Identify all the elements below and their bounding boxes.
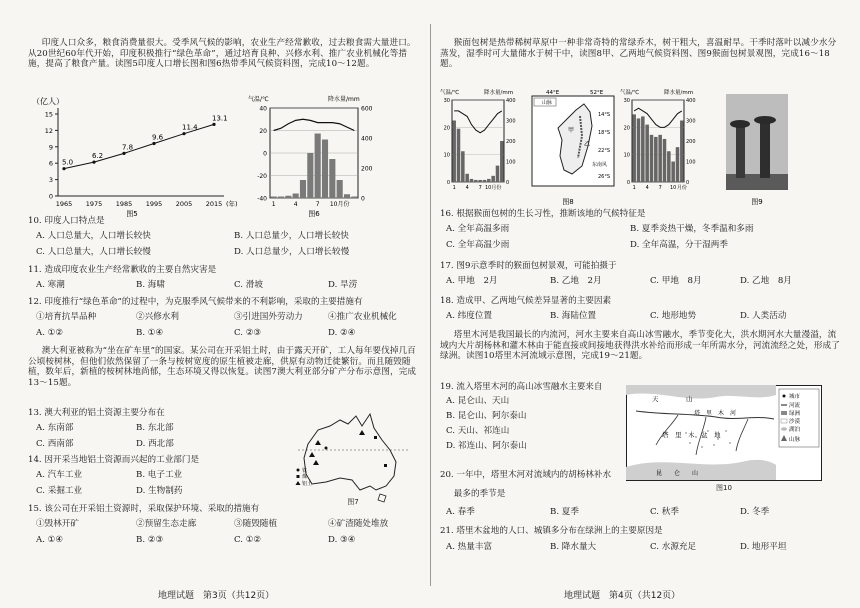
data-point	[62, 167, 65, 170]
option-d[interactable]: D. 乙地 8月	[740, 276, 792, 286]
column-divider	[430, 24, 431, 586]
precipitation-bar	[645, 125, 649, 182]
question-14	[28, 455, 288, 496]
latitude-26-label: 26°S	[598, 174, 611, 180]
data-label: 7.8	[122, 143, 134, 152]
data-point	[212, 123, 215, 126]
legend-oasis: 绿洲	[789, 411, 801, 417]
data-point	[152, 142, 155, 145]
y-right-tick-label: 100	[506, 159, 516, 166]
y-right-tick-label: 300	[686, 118, 696, 125]
x-tick-label: 2015	[205, 200, 223, 208]
legend-desert: 沙漠	[789, 419, 801, 425]
x-tick-label: 10月份	[329, 201, 350, 208]
data-label: 9.6	[152, 133, 164, 142]
option-a[interactable]: A. 纬度位置	[446, 311, 493, 321]
option-d[interactable]: D. 人口总量少，人口增长较慢	[234, 247, 350, 257]
precipitation-bar	[465, 174, 469, 182]
precipitation-bar	[487, 179, 491, 182]
y-left-tick-label: 20	[443, 125, 450, 132]
y-unit-label: （亿人）	[32, 97, 64, 106]
y-left-title: 气温/℃	[440, 90, 460, 96]
question-19	[440, 382, 630, 451]
desert-legend-icon	[781, 419, 787, 423]
option-c[interactable]: C. 秋季	[650, 507, 679, 517]
option-d[interactable]: D. 生物制药	[136, 486, 183, 496]
y-left-tick-label: 10	[443, 152, 450, 159]
y-right-tick-label: 400	[361, 135, 373, 143]
precipitation-bar	[278, 197, 284, 199]
longitude-52-label: 52°E	[590, 90, 604, 96]
monsoon-climate-chart	[248, 92, 388, 220]
y-tick-label: 0	[48, 192, 53, 201]
y-left-tick-label: -20	[257, 173, 267, 180]
coal-marker	[384, 464, 387, 467]
x-unit-label: (年)	[226, 200, 238, 208]
precipitation-bar	[676, 147, 680, 182]
left-page	[28, 0, 420, 608]
x-tick-label: 1975	[85, 200, 103, 208]
precipitation-bar	[500, 141, 504, 182]
x-tick-label: 1965	[55, 200, 73, 208]
australia-map	[290, 406, 416, 506]
lake-legend-icon	[781, 427, 787, 431]
figure-5-caption: 图5	[126, 210, 138, 218]
option-d[interactable]: D. 人类活动	[740, 311, 787, 321]
question-20	[440, 470, 630, 499]
x-tick-label: 7	[478, 185, 482, 191]
option-a[interactable]: A. 热量丰富	[446, 542, 493, 552]
y-right-tick-label: 400	[506, 98, 516, 104]
precipitation-bar	[452, 121, 456, 183]
option-c[interactable]: C. 采掘工业	[36, 486, 83, 496]
precipitation-bar	[271, 197, 277, 199]
question-15	[28, 504, 420, 545]
y-right-tick-label: 300	[506, 118, 516, 125]
question-stem: 12. 印度推行“绿色革命”的过程中，为克服季风气候带来的不利影响，采取的主要措施有	[28, 297, 363, 307]
y-right-tick-label: 200	[686, 139, 696, 145]
option-c[interactable]: C. ②③	[234, 328, 262, 338]
question-11	[28, 265, 420, 290]
option-b[interactable]: B. ②③	[136, 535, 164, 545]
y-left-tick-label: 0	[446, 180, 450, 186]
figure-9-caption: 图9	[751, 198, 763, 206]
precipitation-bar	[491, 176, 495, 182]
y-right-tick-label: 100	[686, 159, 696, 166]
precipitation-bar	[457, 129, 461, 182]
longitude-44-label: 44°E	[546, 90, 560, 96]
option-d[interactable]: D. 地形平坦	[740, 542, 787, 552]
precipitation-bar	[658, 135, 662, 182]
precipitation-bar	[663, 139, 667, 182]
choice-2: ②兴修水利	[136, 312, 179, 322]
option-b[interactable]: B. 人口总量少，人口增长较快	[234, 231, 349, 241]
y-left-tick-label: 20	[259, 128, 267, 135]
choice-2: ②预留生态走廊	[136, 519, 197, 529]
option-a[interactable]: A. 东南部	[36, 423, 74, 433]
option-d[interactable]: D. 全年高温，分干湿两季	[630, 240, 728, 250]
iron-marker	[325, 447, 328, 450]
precipitation-bar	[337, 180, 343, 198]
map-legend	[779, 389, 819, 447]
question-21	[440, 526, 840, 552]
x-tick-label: 2005	[175, 200, 193, 208]
bauxite-markers	[309, 430, 365, 465]
madagascar-climate-figure	[440, 86, 840, 208]
question-stem: 16. 根据猴面包树的生长习性，推断该地的气候特征是	[440, 209, 646, 219]
option-c[interactable]: C. 西南部	[36, 439, 74, 449]
y-right-tick-label: 0	[686, 180, 690, 186]
data-point	[122, 152, 125, 155]
option-c[interactable]: C. ①②	[234, 535, 262, 545]
label-yi: 乙	[584, 141, 591, 148]
y-right-tick-label: 0	[361, 195, 365, 203]
y-right-tick-label: 0	[506, 180, 510, 186]
baobab-trunk	[760, 122, 770, 178]
option-a[interactable]: A. 汽车工业	[36, 470, 83, 480]
question-stem: 13. 澳大利亚的铝土资源主要分布在	[28, 408, 165, 418]
question-13	[28, 408, 288, 449]
label-tarim-river: 塔 里 木 河	[694, 410, 737, 417]
y-tick-label: 9	[48, 143, 53, 152]
precipitation-bar	[293, 194, 299, 199]
page-footer: 地理试题 第3页（共12页）	[158, 590, 275, 601]
figure-7	[290, 406, 416, 506]
option-a[interactable]: A. 寒潮	[36, 280, 65, 290]
temperature-line	[454, 111, 502, 133]
option-b[interactable]: B. 东北部	[136, 423, 174, 433]
data-point	[182, 132, 185, 135]
question-stem: 10. 印度人口特点是	[28, 216, 105, 226]
bauxite-marker	[315, 440, 321, 445]
legend-river: 河流	[789, 403, 801, 409]
option-a[interactable]: A. ①④	[36, 535, 64, 545]
choice-1: ①培育抗旱品种	[36, 312, 97, 322]
coal-legend-icon	[297, 475, 300, 478]
option-d[interactable]: D. 旱涝	[328, 280, 358, 290]
oasis-legend-icon	[781, 411, 787, 415]
option-c[interactable]: C. 甲地 8月	[650, 276, 702, 286]
passage-baobab: 猴面包树是热带稀树草原中一种非常奇特的常绿乔木，树干粗大，喜温耐旱。干季时落叶以减少水分蒸发，湿季时可大量储水于树干中，读图8甲、乙两地气候资料图、图9猴面包树景观图，完成16～18题。	[440, 38, 837, 70]
baobab-crown	[730, 120, 750, 128]
bauxite-marker	[313, 460, 319, 465]
option-c[interactable]: C. 水源充足	[650, 542, 697, 552]
option-b[interactable]: B. 海陆位置	[550, 311, 597, 321]
precipitation-bar	[300, 180, 306, 198]
precipitation-bar	[322, 140, 328, 199]
y-left-tick-label: 20	[623, 125, 630, 132]
mountain-legend-label: 山脉	[542, 100, 553, 106]
passage-tarim: 塔里木河是我国最长的内流河，河水主要来自高山冰雪融水，季节变化大，洪水期河水大量漫溢，流域内大片胡杨林和灌木林由于能直接或间接地获得洪水补给而形成一年所需水分，河流流经之处，形成了绿洲。读图10塔里木河流域示意图，完成19～21题。	[440, 330, 840, 362]
figure-10-caption: 图10	[716, 484, 732, 492]
option-a[interactable]: A. 春季	[446, 507, 475, 517]
choice-4: ④推广农业机械化	[328, 312, 397, 322]
baobab-trunk	[736, 126, 745, 178]
precipitation-bar	[478, 180, 482, 182]
precipitation-bar	[641, 116, 645, 182]
legend-lake: 湖泊	[789, 427, 801, 433]
precipitation-bar	[483, 180, 487, 182]
question-stem: 18. 造成甲、乙两地气候差异显著的主要因素	[440, 296, 612, 306]
bauxite-marker	[359, 430, 365, 435]
question-17	[440, 261, 840, 286]
legend-coal: 煤	[302, 474, 308, 480]
population-line-chart	[32, 92, 242, 220]
option-b[interactable]: B. 乙地 2月	[550, 276, 602, 286]
option-a[interactable]: A. 昆仑山、天山	[446, 396, 510, 406]
option-c[interactable]: C. 全年高温少雨	[446, 240, 510, 250]
precipitation-bar	[474, 180, 478, 182]
temperature-line	[274, 119, 355, 130]
precipitation-bar	[671, 162, 675, 183]
precipitation-bar	[680, 121, 684, 183]
question-10	[28, 216, 420, 257]
y-left-tick-label: 0	[263, 150, 267, 158]
passage-australia: 澳大利亚被称为“坐在矿车里”的国家。某公司在开采铝土时，由于露天开矿，工人每年要伐掉几百公顷桉树林，但他们依然保留了一条与桉树宽度的原生植被走廊，供原有动物迁徙繁衍。而且随毁随植，数年后，新植的桉树林地尚郁，生态环境又得以恢复。读图7澳大利亚部分矿产分布示意图，完成13～15题。	[28, 346, 417, 389]
legend-city: 城市	[789, 394, 801, 400]
label-jia: 甲	[568, 127, 575, 134]
x-tick-label: 1	[271, 201, 276, 208]
label-tian: 天	[652, 395, 659, 403]
precipitation-bar	[632, 114, 636, 182]
x-tick-label: 1985	[115, 200, 133, 208]
x-tick-label: 7	[658, 185, 662, 191]
option-b[interactable]: B. 降水量大	[550, 542, 597, 552]
y-right-title: 降水量/mm	[664, 90, 694, 96]
x-tick-label: 10	[669, 185, 677, 191]
precipitation-bar	[650, 135, 654, 182]
data-label: 13.1	[212, 114, 228, 123]
precipitation-bar	[654, 137, 658, 182]
option-d[interactable]: D. 西北部	[136, 439, 174, 449]
precipitation-bar	[470, 179, 474, 182]
precipitation-bar	[315, 134, 321, 199]
x-tick-label: 10月份	[484, 185, 502, 191]
precipitation-bar	[351, 197, 357, 199]
bauxite-marker	[309, 452, 315, 457]
figure-5	[32, 92, 242, 220]
y-tick-label: 15	[44, 110, 53, 119]
choice-3: ③随毁随植	[234, 519, 277, 529]
question-stem-cont: 最多的季节是	[453, 488, 506, 499]
option-d[interactable]: D. ③④	[328, 535, 356, 545]
right-page	[440, 0, 840, 608]
y-right-tick-label: 200	[506, 139, 516, 145]
x-tick-label: 月份	[676, 185, 687, 191]
y-left-tick-label: 40	[259, 105, 267, 113]
bauxite-legend-icon	[296, 481, 301, 485]
label-tarim-basin: 塔 里 木 盆 地	[662, 431, 721, 439]
x-tick-label: 4	[645, 185, 649, 191]
x-tick-label: 4	[293, 201, 298, 208]
precipitation-bar	[329, 159, 335, 198]
precipitation-bar	[667, 151, 671, 182]
y-left-tick-label: -40	[257, 195, 267, 203]
data-label: 5.0	[62, 158, 74, 167]
option-c[interactable]: C. 地形地势	[650, 311, 697, 321]
question-12	[28, 297, 420, 338]
data-label: 11.4	[182, 123, 198, 132]
figure-6	[248, 92, 388, 220]
option-b[interactable]: B. ①④	[136, 328, 164, 338]
label-kunlun: 昆 仑 山	[656, 470, 699, 477]
option-b[interactable]: B. 夏季	[550, 507, 579, 517]
option-c[interactable]: C. 滑坡	[234, 280, 263, 290]
precipitation-bar	[496, 166, 500, 182]
city-legend-icon	[783, 395, 786, 398]
latitude-18-label: 18°S	[598, 130, 611, 136]
y-left-tick-label: 10	[623, 152, 630, 159]
legend-bauxite: 铝土	[302, 481, 313, 487]
wind-label: 东南风	[592, 162, 608, 168]
option-d[interactable]: D. ②④	[328, 328, 356, 338]
question-18	[440, 296, 840, 321]
option-a[interactable]: A. 甲地 2月	[446, 276, 498, 286]
data-point	[92, 161, 95, 164]
x-tick-label: 1995	[145, 200, 163, 208]
tarim-basin-map	[626, 385, 822, 481]
option-a[interactable]: A. ①②	[36, 328, 64, 338]
y-left-title: 气温/℃	[620, 90, 640, 96]
question-stem: 14. 因开采当地铝土资源而兴起的工业部门是	[28, 455, 200, 465]
option-d[interactable]: D. 祁连山、阿尔泰山	[446, 441, 527, 451]
y-right-tick-label: 400	[686, 98, 696, 104]
latitude-14-label: 14°S	[598, 112, 611, 118]
baobab-crown	[754, 116, 776, 124]
y-tick-label: 12	[44, 126, 53, 135]
precipitation-bar	[307, 153, 313, 198]
question-stem: 19. 流入塔里木河的高山冰雪融水主要来自	[440, 382, 603, 392]
x-tick-label: 1	[452, 185, 456, 191]
option-c[interactable]: C. 人口总量大，人口增长较慢	[36, 247, 151, 257]
data-label: 6.2	[92, 152, 104, 161]
option-a[interactable]: A. 全年高温多雨	[446, 224, 510, 234]
y-right-tick-label: 200	[361, 165, 373, 173]
option-b[interactable]: B. 昆仑山、阿尔泰山	[446, 411, 527, 421]
legend-iron: 铁	[302, 468, 308, 474]
y-tick-label: 6	[48, 159, 53, 168]
precipitation-bar	[461, 151, 465, 182]
question-stem: 17. 图9示意季时的猴面包树景观，可能拍摄于	[440, 261, 617, 271]
choice-3: ③引进国外劳动力	[234, 312, 303, 322]
iron-legend-icon	[297, 469, 300, 472]
option-b[interactable]: B. 夏季炎热干燥，冬季温和多雨	[630, 224, 754, 234]
y-left-title: 气温/℃	[248, 96, 269, 103]
y-right-title: 降水量/mm	[484, 90, 514, 96]
figure-10	[626, 385, 822, 495]
question-16	[440, 209, 840, 250]
australia-outline	[304, 414, 396, 490]
option-b[interactable]: B. 电子工业	[136, 470, 183, 480]
option-a[interactable]: A. 人口总量大，人口增长较快	[36, 231, 151, 241]
precipitation-bar	[344, 194, 350, 198]
option-d[interactable]: D. 冬季	[740, 507, 770, 517]
x-tick-label: 7	[315, 201, 320, 208]
y-tick-label: 3	[48, 176, 53, 185]
option-c[interactable]: C. 天山、祁连山	[446, 426, 510, 436]
y-left-tick-label: 30	[623, 98, 630, 104]
figure-8-caption: 图8	[562, 198, 574, 206]
legend-mountain: 山脉	[789, 437, 801, 443]
map-legend	[296, 467, 313, 487]
page-footer: 地理试题 第4页（共12页）	[564, 590, 681, 601]
choice-4: ④矿渣随处堆放	[328, 519, 389, 529]
passage-india: 印度人口众多，粮食消费量很大。受季风气候的影响，农业生产经常歉收，过去粮食需大量进口。从20世纪60年代开始，印度积极推行“绿色革命”，通过培育良种、兴修水利、推广农业机械化等措施，提高了粮食产量。读图5印度人口增长图和图6热带季风气候资料图，完成10～12题。	[28, 38, 416, 70]
coal-marker	[374, 436, 377, 439]
question-stem: 20. 一年中，塔里木河对流域内的胡杨林补水	[440, 470, 612, 480]
choice-1: ①毁林开矿	[36, 519, 79, 529]
precipitation-bar	[285, 196, 291, 198]
question-stem: 21. 塔里木盆地的人口、城镇多分布在绿洲上的主要原因是	[440, 526, 663, 536]
figure-7-caption: 图7	[347, 498, 359, 506]
x-tick-label: 1	[632, 185, 636, 191]
latitude-22-label: 22°S	[598, 148, 611, 154]
option-b[interactable]: B. 海啸	[136, 280, 165, 290]
baobab-photo-ground	[726, 174, 788, 190]
precipitation-bar	[637, 118, 641, 182]
figure-6-caption: 图6	[308, 210, 320, 218]
figure-8-9-row	[440, 86, 840, 208]
y-right-tick-label: 600	[361, 105, 373, 113]
y-right-title: 降水量/mm	[328, 96, 360, 103]
y-left-tick-label: 0	[626, 180, 630, 186]
y-left-tick-label: 30	[443, 98, 450, 104]
question-stem: 15. 该公司在开采铝土资源时，采取保护环境、采取的措施有	[28, 504, 260, 514]
question-stem: 11. 造成印度农业生产经常歉收的主要自然灾害是	[28, 265, 217, 275]
x-tick-label: 4	[465, 185, 469, 191]
label-shan: 山	[686, 395, 693, 403]
